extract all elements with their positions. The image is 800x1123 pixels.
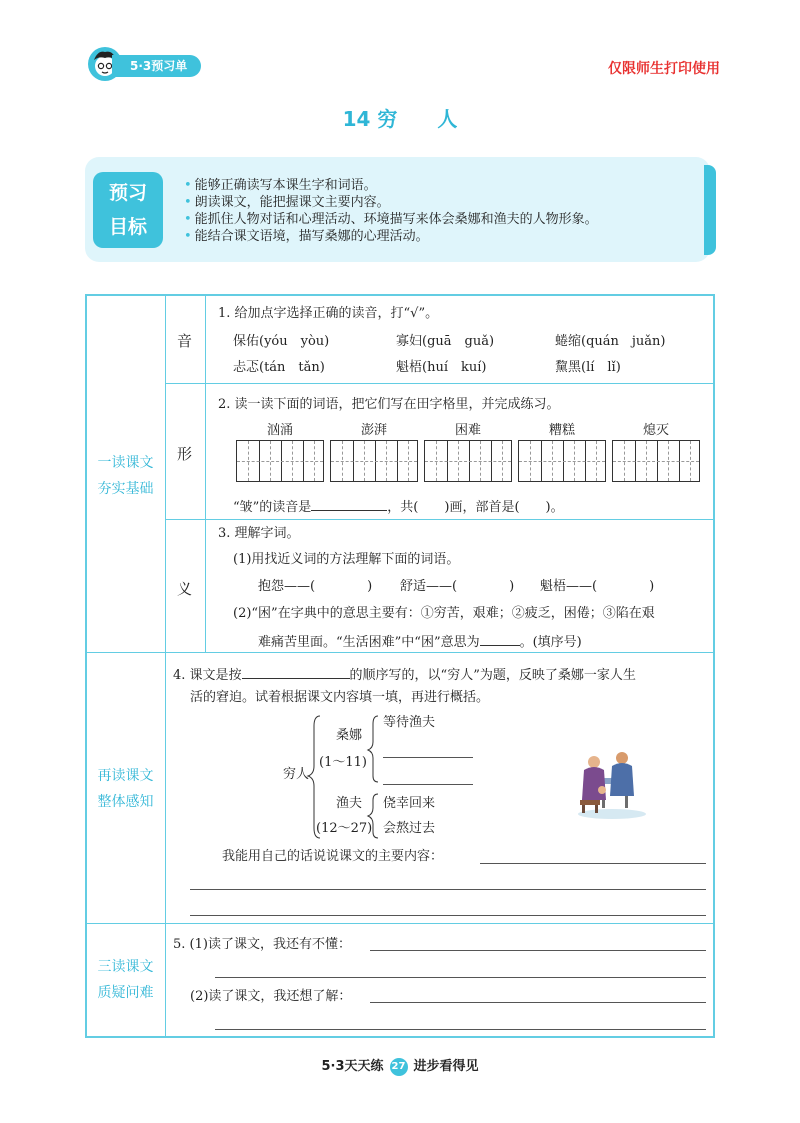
objectives-tag: 预习 目标: [93, 172, 163, 248]
tianzige-grid[interactable]: [518, 440, 606, 482]
answer-line[interactable]: [190, 915, 706, 916]
section-1-label: 一读课文 夯实基础: [97, 455, 154, 497]
branch-fisherman-range: (12～27): [316, 821, 373, 836]
q5-prompt-1: 5. (1)读了课文，我还有不懂：: [173, 937, 351, 952]
q1-option[interactable]: 保佑(yóu yòu): [233, 334, 330, 349]
section-3-label: 三读课文 质疑问难: [97, 959, 154, 1001]
page-footer: 5·3天天练 27 进步看得见: [321, 1059, 479, 1074]
q1-prompt: 1. 给加点字选择正确的读音，打“√”。: [218, 306, 439, 321]
answer-line[interactable]: [370, 950, 706, 951]
summary-prompt: 我能用自己的话说说课文的主要内容：: [222, 849, 444, 864]
objectives-accent-stripe: [704, 165, 716, 255]
answer-line[interactable]: [190, 889, 706, 890]
answer-blank[interactable]: [242, 664, 350, 679]
answer-line[interactable]: [383, 757, 473, 758]
diagram-root: 穷人: [283, 767, 310, 782]
branch-sangna-name: 桑娜: [336, 728, 363, 743]
word-label: 糟糕: [548, 423, 575, 438]
branch-sangna-range: (1～11): [319, 755, 367, 770]
tianzige-grid[interactable]: [424, 440, 512, 482]
answer-line[interactable]: [215, 1029, 706, 1030]
objective-item: • 能抓住人物对话和心理活动、环境描写来体会桑娜和渔夫的人物形象。: [184, 211, 598, 228]
pronunciation-label: 音: [177, 332, 193, 350]
q1-option[interactable]: 蜷缩(quán juǎn): [555, 334, 666, 349]
tianzige-grid[interactable]: [612, 440, 700, 482]
branch-fisherman-item: 会熬过去: [383, 821, 436, 836]
q4-line1: 4. 课文是按 的顺序写的，以“穷人”为题，反映了桑娜一家人生: [173, 664, 636, 685]
branch-fisherman-item: 侥幸回来: [383, 796, 436, 811]
q2-pronunciation-line: “皱”的读音是 ，共( )画，部首是( )。: [233, 496, 564, 517]
tianzige-grid[interactable]: [236, 440, 324, 482]
form-label: 形: [177, 445, 193, 463]
q1-option[interactable]: 黧黑(lí lǐ): [555, 360, 621, 375]
q1-option[interactable]: 魁梧(huí kuí): [396, 360, 487, 375]
objectives-list: [184, 177, 598, 245]
q1-option[interactable]: 寡妇(guā guǎ): [396, 334, 495, 349]
tianzige-grid[interactable]: [330, 440, 418, 482]
q1-option[interactable]: 忐忑(tán tǎn): [233, 360, 325, 375]
page-number: 27: [390, 1058, 408, 1076]
answer-blank[interactable]: [480, 631, 520, 646]
answer-blank[interactable]: [311, 496, 387, 511]
objective-item: • 能结合课文语境，描写桑娜的心理活动。: [184, 228, 598, 245]
meaning-label: 义: [177, 580, 193, 598]
synonym-item[interactable]: 舒适——( ): [400, 579, 515, 594]
word-label: 熄灭: [642, 423, 669, 438]
family-illustration: [572, 740, 652, 820]
print-restriction-note: 仅限师生打印使用: [608, 61, 720, 77]
branch-fisherman-name: 渔夫: [336, 796, 363, 811]
q5-prompt-2: (2)读了课文，我还想了解：: [190, 989, 352, 1004]
branch-sangna-item: 等待渔夫: [383, 715, 436, 730]
answer-line[interactable]: [480, 863, 706, 864]
q3-sub2-line1: (2)“困”在字典中的意思主要有：①穷苦，艰难；②疲乏，困倦；③陷在艰: [233, 606, 655, 621]
synonym-item[interactable]: 魁梧——( ): [540, 579, 655, 594]
lesson-title: 14 穷 人: [342, 107, 458, 131]
q3-sub2-line2: 难痛苦里面。“生活困难”中“困”意思为 。(填序号): [258, 631, 582, 652]
series-badge: 5·3预习单: [112, 55, 201, 77]
q3-prompt: 3. 理解字词。: [218, 526, 300, 541]
word-label: 汹涌: [266, 423, 293, 438]
q2-prompt: 2. 读一读下面的词语，把它们写在田字格里，并完成练习。: [218, 397, 560, 412]
answer-line[interactable]: [383, 784, 473, 785]
objective-item: • 能够正确读写本课生字和词语。: [184, 177, 598, 194]
answer-line[interactable]: [215, 977, 706, 978]
q4-line2: 活的窘迫。试着根据课文内容填一填，再进行概括。: [190, 690, 490, 705]
answer-line[interactable]: [370, 1002, 706, 1003]
objective-item: • 朗读课文，能把握课文主要内容。: [184, 194, 598, 211]
word-label: 困难: [454, 423, 481, 438]
synonym-item[interactable]: 抱怨——( ): [258, 579, 373, 594]
q3-sub1: (1)用找近义词的方法理解下面的词语。: [233, 552, 460, 567]
word-label: 澎湃: [360, 423, 387, 438]
section-2-label: 再读课文 整体感知: [97, 768, 154, 810]
